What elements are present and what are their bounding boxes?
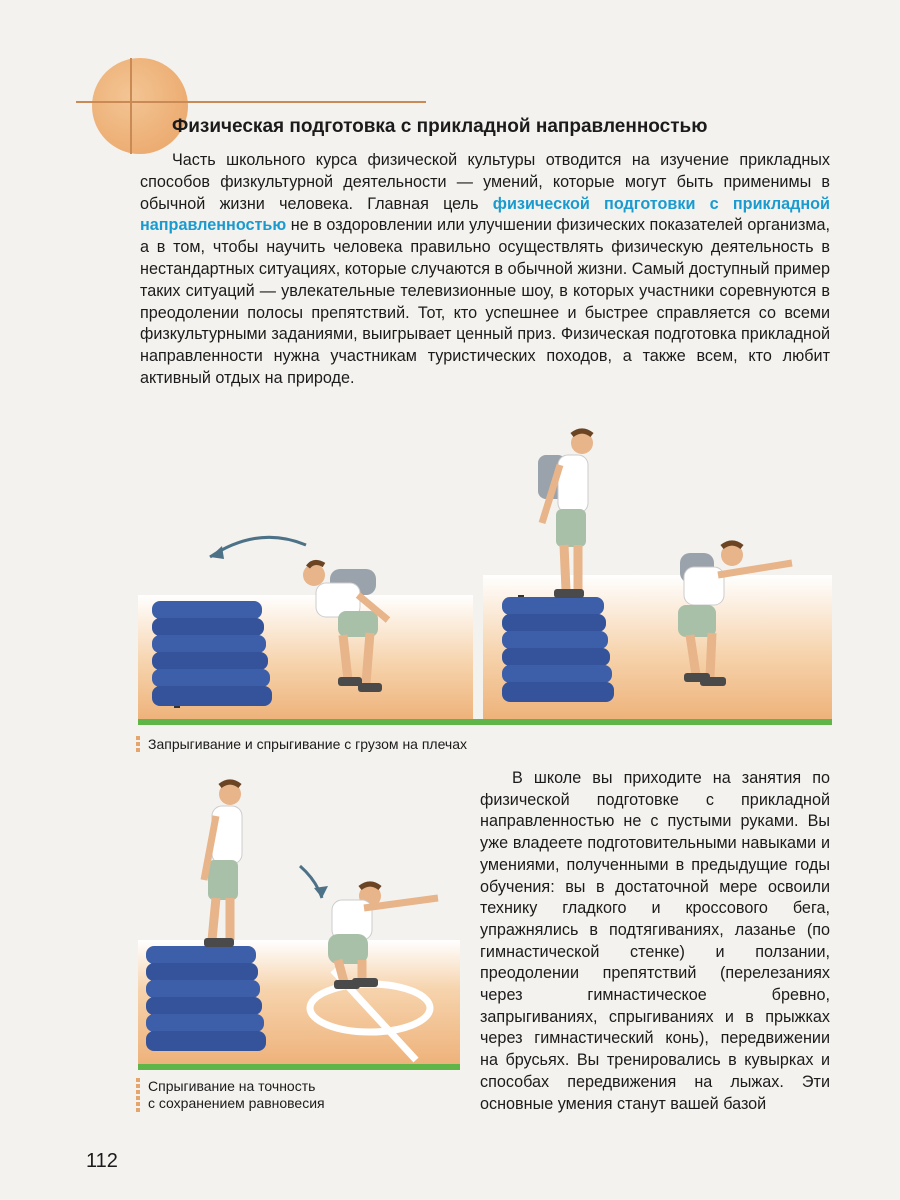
intro-text-part2: не в оздоровлении или улучшении физических показателей организма, а в том, чтобы научить человека правильно осуществлять физическую деятельность в нестандартных ситуациях, которые случаются в обычной жизни. Самый доступный пример таких ситуаций — увлекательные телевизионные шоу, в которых участники соревнуются в преодолении полосы препятствий. Тот, кто успешнее и быстрее справляется со всеми физкультурными заданиями, выигрывает ценный приз. Физическая подготовка прикладной направленности нужна участникам туристических походов, а также всем, кто любит активный отдых на природе. bbox=[140, 216, 830, 387]
boy-standing-on-mats bbox=[538, 431, 593, 598]
header-decoration-vertical-rule bbox=[130, 58, 132, 154]
header-decoration-rule bbox=[76, 101, 426, 103]
arrow-head-icon-2 bbox=[314, 886, 328, 898]
figure-1-caption: Запрыгивание и спрыгивание с грузом на плечах bbox=[136, 736, 467, 753]
figure-2-illustration bbox=[138, 770, 460, 1070]
header-decoration-circle bbox=[92, 58, 188, 154]
figure-2-caption bbox=[136, 1078, 448, 1112]
figure-2-caption-line1: Спрыгивание на точность bbox=[148, 1078, 316, 1094]
section-title: Физическая подготовка с прикладной направленностью bbox=[172, 116, 708, 137]
movement-arrow-left bbox=[210, 537, 306, 557]
right-column-paragraph bbox=[480, 768, 830, 1115]
intro-paragraph bbox=[140, 150, 830, 390]
figure-2-caption-line2: с сохранением равновесия bbox=[148, 1095, 325, 1111]
intro-highlight-term: физической подготовки с прикладной направленностью bbox=[140, 194, 830, 235]
intro-text-part1: Часть школьного курса физической культуры отводится на изучение прикладных способов физкультурной деятельности — умений, которые могут быть применимы в обычной жизни человека. Главная цель bbox=[140, 151, 830, 213]
floor-green-line bbox=[138, 719, 832, 725]
floor-green-line-2 bbox=[138, 1064, 460, 1070]
mat-stack-left bbox=[152, 601, 272, 708]
page-number: 112 bbox=[86, 1150, 118, 1172]
figure-precision-jump-down bbox=[138, 770, 460, 1070]
mat-stack-right bbox=[502, 595, 614, 702]
figure-1-illustration bbox=[138, 425, 832, 725]
right-column-text: В школе вы приходите на занятия по физической подготовке с прикладной направленностью не с пустыми руками. Вы уже владеете подготовительными навыками и умениями, полученными в предыдущие годы обучения: вы в достаточной мере освоили технику гладкого и кроссового бега, упражнялись в подтягиваниях, лазанье (по гимнастической стенке) и ползании, преодолении препятствий (перелезаниях через гимнастическое бревно, запрыгиваниях, спрыгиваниях и в прыжках через гимнастический конь), передвижении на брусьях. Вы тренировались в кувырках и способах передвижения на лыжах. Эти основные умения станут вашей базой bbox=[480, 769, 830, 1113]
figure-jump-on-off-with-load bbox=[138, 425, 832, 725]
arrow-head-icon bbox=[210, 546, 224, 559]
mat-stack-precision bbox=[146, 946, 266, 1051]
boy-standing-before-jump bbox=[204, 782, 242, 947]
